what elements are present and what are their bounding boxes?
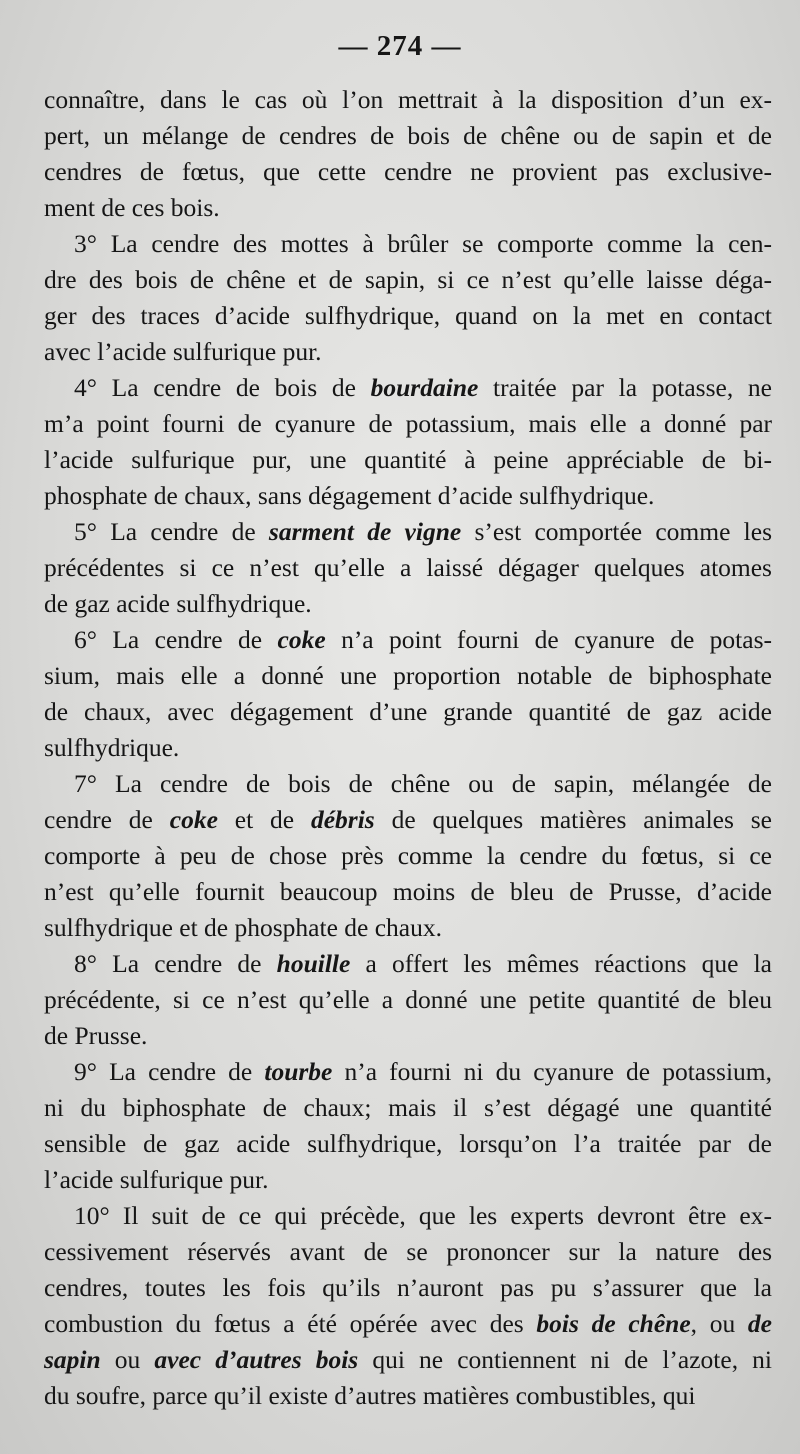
paragraph bbox=[44, 622, 772, 766]
text-run: ou bbox=[100, 1345, 155, 1374]
text-line bbox=[44, 622, 772, 658]
text-run: 4° La cendre de bois de bbox=[74, 373, 371, 402]
text-run: n’est qu’elle fournit beaucoup moins de bleu de Prusse, d’acide bbox=[44, 877, 772, 906]
text-run: n’a fourni ni du cyanure de potassium, bbox=[332, 1057, 773, 1086]
text-run: , ou bbox=[690, 1309, 748, 1338]
text-run: et de bbox=[217, 805, 311, 834]
text-run: 10° Il suit de ce qui précède, que les experts devront être ex- bbox=[74, 1201, 772, 1230]
text-run: 3° La cendre des mottes à brûler se comporte comme la cen- bbox=[74, 229, 772, 258]
text-run: cendre de bbox=[44, 805, 170, 834]
text-run: cendres de fœtus, que cette cendre ne provient pas exclusive- bbox=[44, 157, 772, 186]
text-line bbox=[44, 334, 772, 370]
text-run: ment de ces bois. bbox=[44, 193, 220, 222]
text-run: 5° La cendre de bbox=[74, 517, 269, 546]
text-run: de gaz acide sulfhydrique. bbox=[44, 589, 312, 618]
text-line bbox=[44, 1306, 772, 1342]
italic-term: bourdaine bbox=[370, 373, 479, 402]
text-line bbox=[44, 82, 772, 118]
text-run: sensible de gaz acide sulfhydrique, lorsqu’on l’a traitée par de bbox=[44, 1129, 772, 1158]
text-run: cessivement réservés avant de se prononcer sur la nature des bbox=[44, 1237, 772, 1266]
text-run: 7° La cendre de bois de chêne ou de sapin, mélangée de bbox=[74, 769, 772, 798]
text-line bbox=[44, 1270, 772, 1306]
text-line bbox=[44, 442, 772, 478]
italic-term: houille bbox=[276, 949, 351, 978]
text-line bbox=[44, 370, 772, 406]
text-line bbox=[44, 802, 772, 838]
italic-term: débris bbox=[310, 805, 375, 834]
text-run: précédentes si ce n’est qu’elle a laissé dégager quelques atomes bbox=[44, 553, 772, 582]
text-run: cendres, toutes les fois qu’ils n’auront pas pu s’assurer que la bbox=[44, 1273, 772, 1302]
text-line bbox=[44, 586, 772, 622]
text-run: qui ne contiennent ni de l’azote, ni bbox=[358, 1345, 773, 1374]
text-line bbox=[44, 838, 772, 874]
text-line bbox=[44, 910, 772, 946]
text-run: du soufre, parce qu’il existe d’autres matières combustibles, qui bbox=[44, 1381, 696, 1410]
text-run: ger des traces d’acide sulfhydrique, quand on la met en contact bbox=[44, 301, 772, 330]
text-line bbox=[44, 658, 772, 694]
text-line bbox=[44, 1342, 772, 1378]
text-line bbox=[44, 118, 772, 154]
text-line bbox=[44, 874, 772, 910]
text-line bbox=[44, 694, 772, 730]
text-line bbox=[44, 154, 772, 190]
text-line bbox=[44, 226, 772, 262]
paragraph bbox=[44, 1198, 772, 1414]
paragraph bbox=[44, 370, 772, 514]
text-line bbox=[44, 190, 772, 226]
paragraph bbox=[44, 82, 772, 226]
text-run: sulfhydrique. bbox=[44, 733, 180, 762]
page-body-text bbox=[44, 82, 772, 1414]
text-run: de quelques matières animales se bbox=[374, 805, 772, 834]
text-line bbox=[44, 514, 772, 550]
text-line bbox=[44, 1234, 772, 1270]
text-run: connaître, dans le cas où l’on mettrait à la disposition d’un ex- bbox=[44, 85, 772, 114]
text-line bbox=[44, 982, 772, 1018]
text-line bbox=[44, 1090, 772, 1126]
paragraph bbox=[44, 946, 772, 1054]
text-line bbox=[44, 1162, 772, 1198]
text-run: de chaux, avec dégagement d’une grande quantité de gaz acide bbox=[44, 697, 772, 726]
text-line bbox=[44, 262, 772, 298]
italic-term: avec d’autres bois bbox=[154, 1345, 359, 1374]
text-line bbox=[44, 946, 772, 982]
italic-term: sarment de vigne bbox=[268, 517, 462, 546]
text-run: m’a point fourni de cyanure de potassium, mais elle a donné par bbox=[44, 409, 772, 438]
text-line bbox=[44, 766, 772, 802]
text-run: 9° La cendre de bbox=[74, 1057, 265, 1086]
italic-term: de bbox=[747, 1309, 772, 1338]
text-run: dre des bois de chêne et de sapin, si ce n’est qu’elle laisse déga- bbox=[44, 265, 772, 294]
text-run: 8° La cendre de bbox=[74, 949, 277, 978]
text-line bbox=[44, 298, 772, 334]
text-line bbox=[44, 478, 772, 514]
page-number: — 274 — bbox=[338, 30, 462, 62]
paragraph bbox=[44, 1054, 772, 1198]
text-line bbox=[44, 730, 772, 766]
text-line bbox=[44, 550, 772, 586]
text-run: sium, mais elle a donné une proportion notable de biphosphate bbox=[44, 661, 772, 690]
text-run: combustion du fœtus a été opérée avec des bbox=[44, 1309, 537, 1338]
text-line bbox=[44, 1126, 772, 1162]
text-run: comporte à peu de chose près comme la cendre du fœtus, si ce bbox=[44, 841, 772, 870]
paragraph bbox=[44, 766, 772, 946]
text-run: avec l’acide sulfurique pur. bbox=[44, 337, 322, 366]
paragraph bbox=[44, 226, 772, 370]
paragraph bbox=[44, 514, 772, 622]
text-run: sulfhydrique et de phosphate de chaux. bbox=[44, 913, 442, 942]
italic-term: bois de chêne bbox=[536, 1309, 691, 1338]
text-line bbox=[44, 406, 772, 442]
text-line bbox=[44, 1054, 772, 1090]
italic-term: coke bbox=[169, 805, 218, 834]
text-run: phosphate de chaux, sans dégagement d’acide sulfhydrique. bbox=[44, 481, 655, 510]
text-line bbox=[44, 1198, 772, 1234]
italic-term: sapin bbox=[44, 1345, 101, 1374]
text-run: ni du biphosphate de chaux; mais il s’est dégagé une quantité bbox=[44, 1093, 772, 1122]
text-run: l’acide sulfurique pur, une quantité à peine appréciable de bi- bbox=[44, 445, 772, 474]
text-run: pert, un mélange de cendres de bois de chêne ou de sapin et de bbox=[44, 121, 772, 150]
text-run: précédente, si ce n’est qu’elle a donné une petite quantité de bleu bbox=[44, 985, 772, 1014]
text-run: s’est comportée comme les bbox=[461, 517, 772, 546]
text-run: de Prusse. bbox=[44, 1021, 148, 1050]
text-line bbox=[44, 1018, 772, 1054]
italic-term: tourbe bbox=[264, 1057, 333, 1086]
text-run: traitée par la potasse, ne bbox=[478, 373, 772, 402]
text-run: a offert les mêmes réactions que la bbox=[350, 949, 772, 978]
italic-term: coke bbox=[277, 625, 326, 654]
text-run: l’acide sulfurique pur. bbox=[44, 1165, 269, 1194]
text-run: 6° La cendre de bbox=[74, 625, 278, 654]
text-run: n’a point fourni de cyanure de potas- bbox=[325, 625, 772, 654]
text-line bbox=[44, 1378, 772, 1414]
